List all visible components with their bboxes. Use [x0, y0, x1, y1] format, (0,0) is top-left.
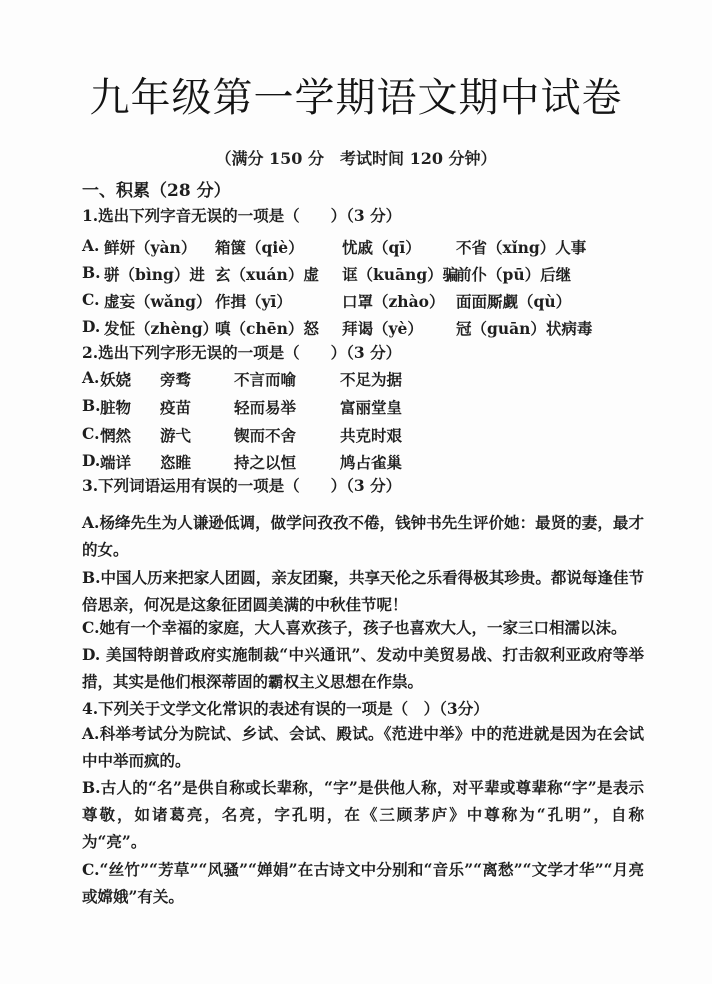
option-item: 嗔（chēn）怒 [215, 319, 319, 338]
q4-option-b [82, 774, 644, 855]
option-item: 脏物 [100, 398, 132, 417]
q3-option-a [82, 509, 644, 563]
option-item: 锲而不舍 [234, 426, 297, 445]
option-label: C. [82, 290, 100, 309]
option-text: 杨绛先生为人谦逊低调，做学问孜孜不倦，钱钟书先生评价她：最贤的妻，最才的女。 [82, 513, 644, 559]
option-item: 端详 [100, 453, 132, 472]
option-text: 美国特朗普政府实施制裁“中兴通讯”、发动中美贸易战、打击叙利亚政府等举措，其实是他们根深蒂固的霸权主义思想在作祟。 [82, 645, 644, 691]
question-3-stem: 3.下列词语运用有误的一项是（ ）（3 分） [82, 476, 402, 495]
option-label: A. [82, 513, 100, 532]
option-item: 不言而喻 [234, 370, 297, 389]
option-label: B. [82, 568, 101, 587]
q3-option-b [82, 564, 644, 618]
section-heading: 一、积累（28 分） [82, 181, 231, 201]
option-item: 鸠占雀巢 [340, 453, 403, 472]
option-text: 古人的“名”是供自称或长辈称，“字”是供他人称，对平辈或尊辈称“字”是表示尊敬，如诸葛亮，名亮，字孔明，在《三顾茅庐》中尊称为“孔明”，自称为“亮”。 [82, 778, 644, 851]
option-item: 虚妄（wǎng） [104, 292, 212, 311]
option-label: B. [82, 778, 101, 797]
option-text: 中国人历来把家人团圆，亲友团聚，共享天伦之乐看得极其珍贵。都说每逢佳节倍思亲，何况是这象征团圆美满的中秋佳节呢！ [82, 568, 644, 614]
q3-option-c [82, 614, 644, 641]
option-item: 轻而易举 [234, 398, 297, 417]
question-1-stem: 1.选出下列字音无误的一项是（ ）（3 分） [82, 206, 402, 225]
option-item: 作揖（yī） [215, 292, 292, 311]
option-item: 前仆（pū）后继 [456, 265, 572, 284]
option-item: 旁骛 [160, 370, 192, 389]
option-item: 恣睢 [160, 453, 192, 472]
option-label: D. [82, 317, 101, 336]
option-item: 箱箧（qiè） [215, 238, 304, 257]
option-item: 惘然 [100, 426, 132, 445]
option-item: 妖娆 [100, 370, 132, 389]
option-item: 玄（xuán）虚 [215, 265, 319, 284]
option-label: D. [82, 451, 101, 470]
option-item: 冠（guān）状病毒 [456, 319, 593, 338]
option-item: 疫苗 [160, 398, 192, 417]
option-text: “丝竹”“芳草”“风骚”“婵娟”在古诗文中分别和“音乐”“离愁”“文学才华”“月亮或嫦娥”有关。 [82, 860, 644, 906]
option-label: B. [82, 396, 101, 415]
option-item: 持之以恒 [234, 453, 297, 472]
option-item: 面面厮觑（qù） [456, 292, 572, 311]
q3-option-d [82, 641, 644, 695]
option-item: 骈（bìng）进 [104, 265, 205, 284]
option-label: C. [82, 424, 100, 443]
option-item: 发怔（zhèng） [104, 319, 219, 338]
option-item: 口罩（zhào） [342, 292, 445, 311]
option-item: 诓（kuāng）骗 [342, 265, 459, 284]
option-text: 科举考试分为院试、乡试、会试、殿试。《范进中举》中的范进就是因为在会试中中举而疯的。 [82, 724, 644, 770]
option-label: C. [82, 618, 100, 637]
option-item: 共克时艰 [340, 426, 403, 445]
option-item: 忧戚（qī） [342, 238, 421, 257]
exam-info: （满分 150 分 考试时间 120 分钟） [215, 149, 497, 168]
option-item: 不足为据 [340, 370, 403, 389]
q4-option-c [82, 856, 644, 910]
option-text: 她有一个幸福的家庭，大人喜欢孩子，孩子也喜欢大人，一家三口相濡以沫。 [99, 618, 627, 637]
option-label: D. [82, 645, 101, 664]
option-item: 富丽堂皇 [340, 398, 403, 417]
question-2-stem: 2.选出下列字形无误的一项是（ ）（3 分） [82, 343, 402, 362]
option-item: 不省（xǐng）人事 [456, 238, 587, 257]
option-label: A. [82, 368, 100, 387]
option-label: B. [82, 263, 101, 282]
option-label: A. [82, 724, 100, 743]
option-item: 拜谒（yè） [342, 319, 423, 338]
option-label: C. [82, 860, 100, 879]
option-item: 游弋 [160, 426, 192, 445]
page-title: 九年级第一学期语文期中试卷 [89, 75, 623, 121]
question-4-stem: 4.下列关于文学文化常识的表述有误的一项是（ ）（3分） [82, 699, 489, 718]
option-item: 鲜妍（yàn） [104, 238, 197, 257]
q4-option-a [82, 720, 644, 774]
option-label: A. [82, 236, 100, 255]
